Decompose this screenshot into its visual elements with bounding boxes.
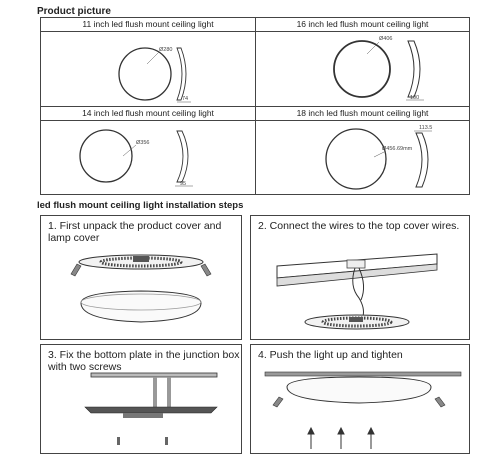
product-drawing-16inch bbox=[256, 18, 469, 106]
step-4-panel bbox=[250, 344, 470, 454]
diameter-label: Ø356 bbox=[136, 140, 150, 146]
height-label: 100 bbox=[410, 95, 420, 101]
diameter-label: Ø406 bbox=[379, 36, 393, 42]
product-cell-11inch bbox=[41, 18, 255, 106]
step-1-panel bbox=[40, 215, 242, 340]
step-2-panel bbox=[250, 215, 470, 340]
product-cell-18inch bbox=[256, 107, 469, 194]
product-drawing-18inch bbox=[256, 107, 469, 194]
product-drawing-11inch bbox=[41, 18, 255, 106]
height-label: 113.5 bbox=[419, 125, 433, 131]
diameter-label: Ø456.69mm bbox=[382, 146, 413, 152]
step-3-line-2: with two screws bbox=[48, 361, 122, 373]
step-2-illustration bbox=[251, 216, 471, 341]
product-picture-heading: Product picture bbox=[37, 6, 111, 17]
step-3-line-1: 3. Fix the bottom plate in the junction box bbox=[48, 349, 240, 361]
step-3-panel bbox=[40, 344, 242, 454]
product-cell-14inch bbox=[41, 107, 255, 194]
step-1-illustration bbox=[41, 216, 243, 341]
height-label: 95 bbox=[180, 181, 187, 187]
product-caption: 16 inch led flush mount ceiling light bbox=[256, 18, 469, 32]
diameter-label: Ø280 bbox=[159, 47, 173, 53]
step-1-line-1: 1. First unpack the product cover and bbox=[48, 220, 222, 232]
step-1-line-2: lamp cover bbox=[48, 232, 100, 244]
step-4-illustration bbox=[251, 345, 471, 455]
product-drawing-14inch bbox=[41, 107, 255, 194]
product-grid bbox=[40, 17, 470, 195]
installation-heading: led flush mount ceiling light installation steps bbox=[37, 200, 244, 211]
product-cell-16inch bbox=[256, 18, 469, 106]
product-caption: 11 inch led flush mount ceiling light bbox=[41, 18, 255, 32]
height-label: 74 bbox=[182, 96, 189, 102]
step-4-line-1: 4. Push the light up and tighten bbox=[258, 349, 403, 361]
step-3-illustration bbox=[41, 345, 243, 455]
product-caption: 18 inch led flush mount ceiling light bbox=[256, 107, 469, 121]
step-2-line-1: 2. Connect the wires to the top cover wires. bbox=[258, 220, 460, 232]
product-caption: 14 inch led flush mount ceiling light bbox=[41, 107, 255, 121]
